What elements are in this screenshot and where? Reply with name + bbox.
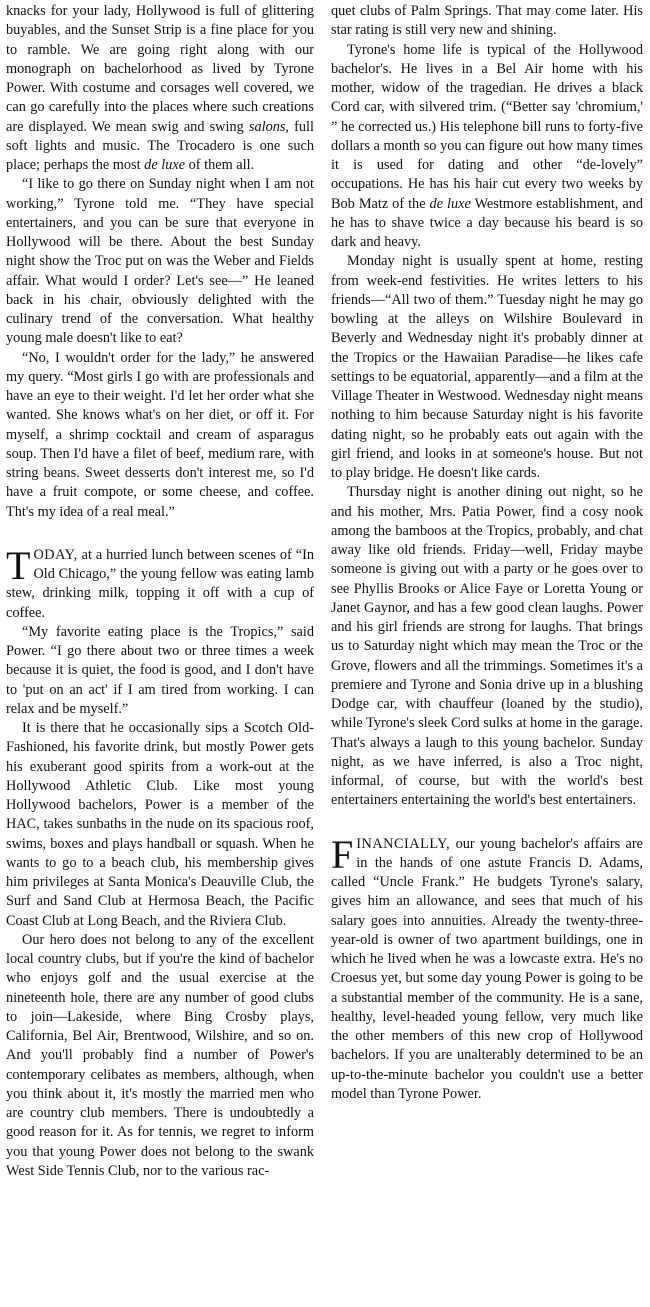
- small-caps-lead: ODAY,: [33, 546, 78, 563]
- section-opening-paragraph: [6, 542, 315, 623]
- paragraph: It is there that he occasionally sips a Scotch Old-Fashioned, his favorite drink, but mostly Power gets his exuberant good spirits from a work-out at the Hollywood Athletic Club. Like most young Hollywood bachelors, Power is a member of the HAC, takes sunbaths in the nude on its spacious roof, swims, boxes and plays handball or squash. When he wants to go to a beach club, his membership gives him privileges at Santa Monica's Deauville Club, the Surf and Sand Club at Hermosa Beach, the Pacific Coast Club at Long Beach, and the Riviera Club.: [6, 720, 314, 929]
- text: knacks for your lady, Hollywood is full of glittering buyables, and the Sunset Strip is a fine place for you to ramble. We are going right along with our monograph on bachelorhood as lived by Tyrone Power. With costume and corsages well covered, we can go carefully into the places where such creations are displayed. We mean swig and swing: [6, 3, 314, 135]
- drop-cap: T: [6, 542, 31, 588]
- paragraph: [331, 41, 643, 253]
- paragraph: Our hero does not belong to any of the excellent local country clubs, but if you're the kind of bachelor who enjoys golf and the usual exercise at the nineteenth hole, there are any number of good clubs to join—Lakeside, where Bing Crosby plays, California, Bel Air, Brentwood, Wilshire, and so on. And you'll probably find a number of Power's contemporary celibates as members, although, when you think about it, it's mostly the married men who are country club members. There is undoubtedly a good reason for it. As for tennis, we regret to inform you that young Power does not belong to the swank West Side Tennis Club, nor to the various rac-: [6, 931, 314, 1179]
- text: of them all.: [188, 157, 255, 173]
- section-opening-paragraph: [331, 831, 643, 1105]
- paragraph: quet clubs of Palm Springs. That may come later. His star rating is still very new and shining.: [331, 3, 643, 39]
- drop-cap: F: [331, 831, 354, 877]
- paragraph: “My favorite eating place is the Tropics,” said Power. “I go there about two or three times a week because it is quiet, the food is good, and I don't have to 'put on an act' if I am tired from working. I can relax and be myself.”: [6, 623, 314, 717]
- text: Westmore establishment, and he has to shave twice a day because his beard is so dark and heavy.: [331, 195, 643, 250]
- text: full soft lights and music. The Trocadero is one such place; perhaps the most: [6, 118, 314, 173]
- small-caps-lead: INANCIALLY,: [356, 835, 451, 852]
- paragraph: [6, 2, 314, 175]
- italic-text: de luxe: [429, 195, 471, 212]
- paragraph: Monday night is usually spent at home, resting from week-end festivities. He writes letters to his friends—“All two of them.” Tuesday night he may go bowling at the alleys on Wilshire Boulevard in Beverly and Wednesday night it's probably dinner at the Tropics or the Hawaiian Paradise—he likes cafe settings to be equatorial, apparently—and a film at the Village Theater in Westwood. Wednesday night means nothing to him because Saturday night is his favorite dating night, so he probably eats out again with the girl friend, and looks in at someone's house. But not to play bridge. He doesn't like cards.: [331, 253, 643, 481]
- text: at a hurried lunch between scenes of “In Old Chicago,” the young fellow was eating lamb stew, drinking milk, topping it off with a cup of coffee.: [6, 546, 315, 621]
- paragraph: “No, I wouldn't order for the lady,” he answered my query. “Most girls I go with are professionals and have an eye to their weight. I'd let her order what she wanted. She knows what's on her diet, or off it. For myself, a shrimp cocktail and cream of asparagus soup. Then I'd have a filet of beef, medium rare, with string beans. Sweet desserts don't interest me, so I'd have a fruit compote, or some cheese, and coffee. Tht's my idea of a real meal.”: [6, 349, 314, 520]
- paragraph: “I like to go there on Sunday night when I am not working,” Tyrone told me. “They have special entertainers, and you can be sure that everyone in Hollywood will be there. About the best Sunday night show the Troc put on was the Weber and Fields affair. What would I order? Let's see—” He leaned back in his chair, obviously delighted with the culinary trend of the conversation. What healthy young male doesn't like to eat?: [6, 176, 314, 347]
- italic-text: salons,: [248, 118, 290, 135]
- right-column: [331, 2, 643, 1104]
- paragraph: Thursday night is another dining out night, so he and his mother, Mrs. Patia Power, find a cosy nook among the bamboos at the Tropics, probably, and chat away like old friends. Friday—well, Friday maybe someone is giving out with a party or he goes over to see Phyllis Brooks or Alice Faye or Loretta Young or Janet Gaynor, and has a few good clean laughs. Power and his girl friends are strong for laughs. That brings us to Saturday night which may mean the Troc or the Grove, flowers and all the trimmings. Sometimes it's a premiere and Tyrone and Sonia drive up in a blushing Dodge car, with chauffeur (loaned by the studio), while Tyrone's sleek Cord sulks at home in the garage. That's always a laugh to this young bachelor. Sunday night, as we have inferred, is also a Troc night, informal, of course, but with the world's best entertainers entertaining the world's best entertainers.: [331, 484, 643, 809]
- italic-text: de luxe: [144, 157, 186, 173]
- text: Tyrone's home life is typical of the Hollywood bachelor's. He lives in a Bel Air home with his mother, widow of the tragedian. He drives a black Cord car, with silvered trim. (“Better say 'chromium,' ” he corrected us.) His telephone bill runs to forty-five dollars a month so you can figure out how many times it is used for dating and other “de-lovely” occupations. He has his hair cut every two weeks by Bob Matz of the: [331, 41, 643, 212]
- left-column: [6, 2, 314, 1181]
- text: our young bachelor's affairs are in the hands of one astute Francis D. Adams, called “Uncle Frank.” He budgets Tyrone's salary, gives him an allowance, and sees that much of his salary goes into annuities. Already the twenty-three-year-old is owner of two apartment buildings, one in which he lived when he was a lowcaste extra. He's no Croesus yet, but some day young Power is going to be a substantial member of the community. He is a sane, healthy, level-headed young fellow, very much like the other members of this new crop of Hollywood bachelors. If you are unalterably determined to be an up-to-the-minute bachelor you couldn't use a better model than Tyrone Power.: [331, 835, 643, 1102]
